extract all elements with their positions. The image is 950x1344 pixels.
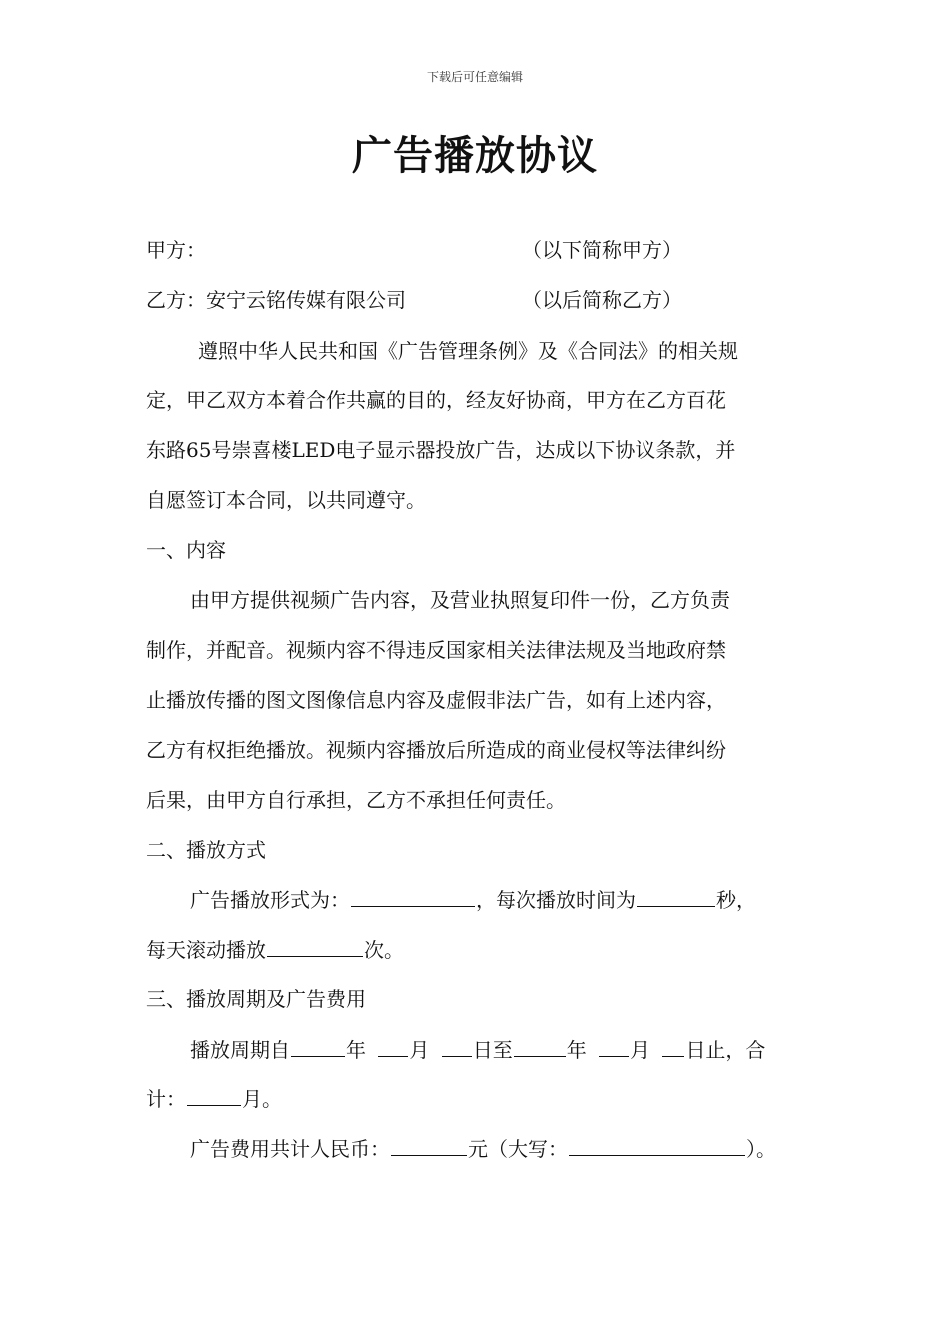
party-b-line — [146, 285, 816, 315]
party-b-note: （以后简称乙方） — [522, 288, 682, 312]
year-text: 年 — [566, 1038, 587, 1062]
start-day-blank[interactable] — [442, 1034, 472, 1057]
section3-period-line — [190, 1034, 860, 1065]
section1-line: 乙方有权拒绝播放。视频内容播放后所造成的商业侵权等法律纠纷 — [146, 738, 726, 762]
times-blank[interactable] — [267, 934, 363, 957]
year-text: 年 — [346, 1038, 366, 1062]
total-months-blank[interactable] — [187, 1083, 241, 1106]
document-title: 广告播放协议 — [352, 132, 598, 179]
end-year-blank[interactable] — [514, 1034, 566, 1057]
section3-fee-line — [190, 1133, 830, 1164]
fee-close: ）。 — [746, 1137, 776, 1161]
section-heading: 一、内容 — [146, 538, 226, 562]
party-b-label: 乙方：安宁云铭传媒有限公司 — [146, 288, 406, 312]
intro-line: 遵照中华人民共和国《广告管理条例》及《合同法》的相关规 — [198, 339, 738, 363]
section3-total-line — [146, 1083, 816, 1114]
start-month-blank[interactable] — [378, 1034, 408, 1057]
party-a-line — [146, 235, 816, 265]
section-heading: 二、播放方式 — [146, 838, 266, 862]
party-a-label: 甲方： — [146, 238, 206, 262]
total-label: 计： — [146, 1087, 186, 1111]
day-end-text: 日止，合 — [685, 1038, 766, 1062]
fee-unit: 元（大写： — [468, 1137, 568, 1161]
total-unit: 月。 — [242, 1087, 282, 1111]
section1-line: 制作，并配音。视频内容不得违反国家相关法律法规及当地政府禁 — [146, 638, 726, 662]
month-text: 月 — [630, 1038, 651, 1062]
end-month-blank[interactable] — [599, 1034, 629, 1057]
section1-line: 止播放传播的图文图像信息内容及虚假非法广告，如有上述内容， — [146, 688, 726, 712]
intro-line: 自愿签订本合同，以共同遵守。 — [146, 488, 426, 512]
header-note: 下载后可任意编辑 — [426, 70, 523, 84]
day-to-text: 日至 — [472, 1038, 513, 1062]
start-year-blank[interactable] — [291, 1034, 345, 1057]
sep-text: ，每次播放时间为 — [476, 888, 636, 912]
month-text: 月 — [409, 1038, 430, 1062]
form-label: 广告播放形式为： — [190, 888, 350, 912]
section2-line — [146, 934, 816, 965]
section2-line — [190, 884, 860, 915]
intro-line: 定，甲乙双方本着合作共赢的目的，经友好协商，甲方在乙方百花 — [146, 388, 726, 412]
daily-label: 每天滚动播放 — [146, 938, 266, 962]
form-blank[interactable] — [351, 884, 475, 907]
fee-words-blank[interactable] — [569, 1133, 745, 1156]
end-day-blank[interactable] — [662, 1034, 684, 1057]
section1-line: 由甲方提供视频广告内容，及营业执照复印件一份，乙方负责 — [190, 588, 730, 612]
fee-label: 广告费用共计人民币： — [190, 1137, 390, 1161]
times-text: 次。 — [364, 938, 404, 962]
party-a-note: （以下简称甲方） — [522, 238, 682, 262]
section1-line: 后果，由甲方自行承担，乙方不承担任何责任。 — [146, 788, 566, 812]
seconds-text: 秒， — [716, 888, 756, 912]
fee-amount-blank[interactable] — [391, 1133, 467, 1156]
section-heading: 三、播放周期及广告费用 — [146, 987, 366, 1011]
period-label: 播放周期自 — [190, 1038, 290, 1062]
intro-line: 东路65号崇喜楼LED电子显示器投放广告，达成以下协议条款，并 — [146, 438, 736, 462]
seconds-blank[interactable] — [637, 884, 715, 907]
